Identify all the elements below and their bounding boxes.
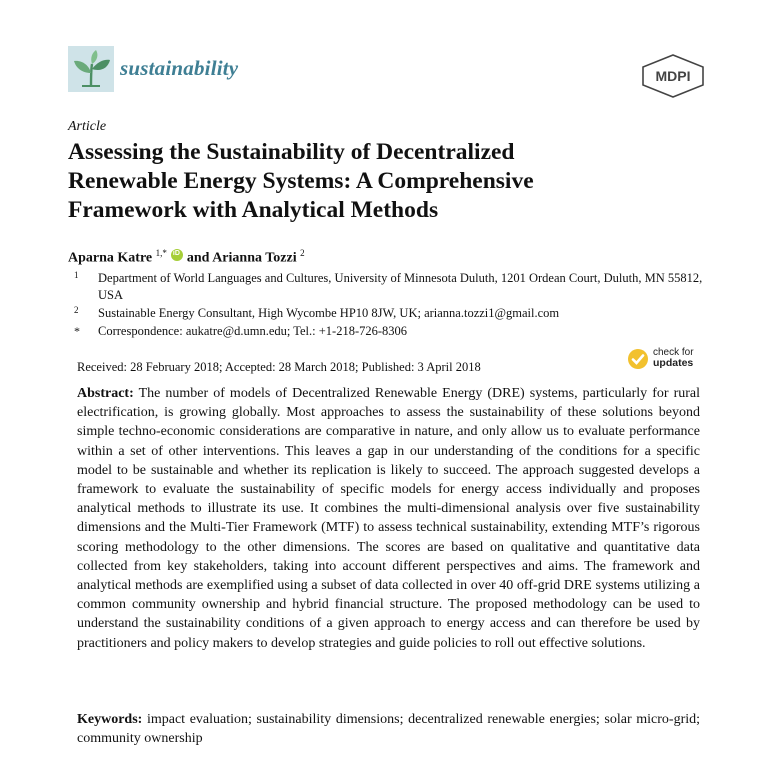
author-affiliation-mark: 1,*: [155, 248, 167, 258]
affiliations: [74, 270, 714, 340]
article-title: [68, 138, 688, 225]
author-name: Arianna Tozzi: [212, 250, 297, 266]
author-list: [68, 248, 305, 267]
publisher-name: MDPI: [655, 68, 691, 84]
affiliation-item: [74, 270, 714, 304]
journal-name: sustainability: [120, 56, 239, 80]
mdpi-logo-icon: [640, 54, 706, 98]
check-for-updates-badge[interactable]: [627, 346, 707, 374]
affiliation-text: Department of World Languages and Cultures, University of Minnesota Duluth, 1201 Ordean Court, Duluth, MN 55812, USA: [98, 271, 703, 302]
checkmark-icon: [627, 348, 649, 370]
keywords-text: impact evaluation; sustainability dimensions; decentralized renewable energies; solar micro-grid; community ownership: [77, 712, 701, 747]
affiliation-mark: 2: [74, 305, 79, 315]
title-line: Assessing the Sustainability of Decentralized: [68, 139, 515, 165]
title-line: Framework with Analytical Methods: [68, 197, 439, 223]
orcid-icon[interactable]: [171, 249, 183, 261]
sprout-leaf-logo-icon: [68, 46, 114, 92]
publication-dates: Received: 28 February 2018; Accepted: 28 March 2018; Published: 3 April 2018: [77, 360, 481, 374]
check-line-1: check for: [653, 347, 694, 358]
abstract-text: The number of models of Decentralized Renewable Energy (DRE) systems, particularly for rural electrification, is growing globally. Most approaches to assess the sustainability of these solutions beyond simple techno-economic considerations are comparative in nature, and only allow us to evaluate performance within a set of other interventions. This leaves a gap in our understanding of the conditions for a specific model to be sustainable and whether its replication is likely to succeed. The approach suggested develops a framework to evaluate the sustainability of specific models for energy access individually and proposes analytical methods to illustrate its use. It combines the multi-dimensional analysis over five sustainability dimensions and the Multi-Tier Framework (MTF) to assess technical sustainability, extending MTF’s rigorous scoring methodology to the other dimensions. The scores are based on qualitative and quantitative data collected from key stakeholders, taking into account different perspectives and aims. The framework and analytical methods are exemplified using a subset of data collected in over 40 off-grid DRE systems utilizing a common community ownership and hybrid financial structure. The proposed methodology can be used to understand the sustainability conditions of a given approach to energy access and can therefore be used by practitioners and policy makers to develop strategies and guide policies to roll out effective solutions.: [77, 386, 701, 651]
abstract: [77, 384, 700, 653]
keywords: [77, 710, 700, 748]
correspondence-text: Correspondence: aukatre@d.umn.edu; Tel.: +1-218-726-8306: [98, 324, 408, 338]
affiliation-mark: 1: [74, 270, 79, 280]
correspondence-item: [74, 323, 714, 340]
author-name: Aparna Katre: [68, 250, 153, 266]
journal-masthead: [68, 46, 708, 96]
keywords-label: Keywords:: [77, 712, 143, 727]
check-for-updates-text: [653, 347, 694, 369]
abstract-label: Abstract:: [77, 386, 134, 401]
check-line-2: updates: [653, 357, 694, 369]
author-joiner: and: [186, 250, 210, 266]
author-affiliation-mark: 2: [300, 248, 305, 258]
article-type: Article: [68, 119, 107, 134]
title-line: Renewable Energy Systems: A Comprehensive: [68, 168, 534, 194]
affiliation-text: Sustainable Energy Consultant, High Wycombe HP10 8JW, UK; arianna.tozzi1@gmail.com: [98, 306, 560, 320]
correspondence-mark: *: [74, 324, 80, 338]
affiliation-item: [74, 305, 714, 322]
